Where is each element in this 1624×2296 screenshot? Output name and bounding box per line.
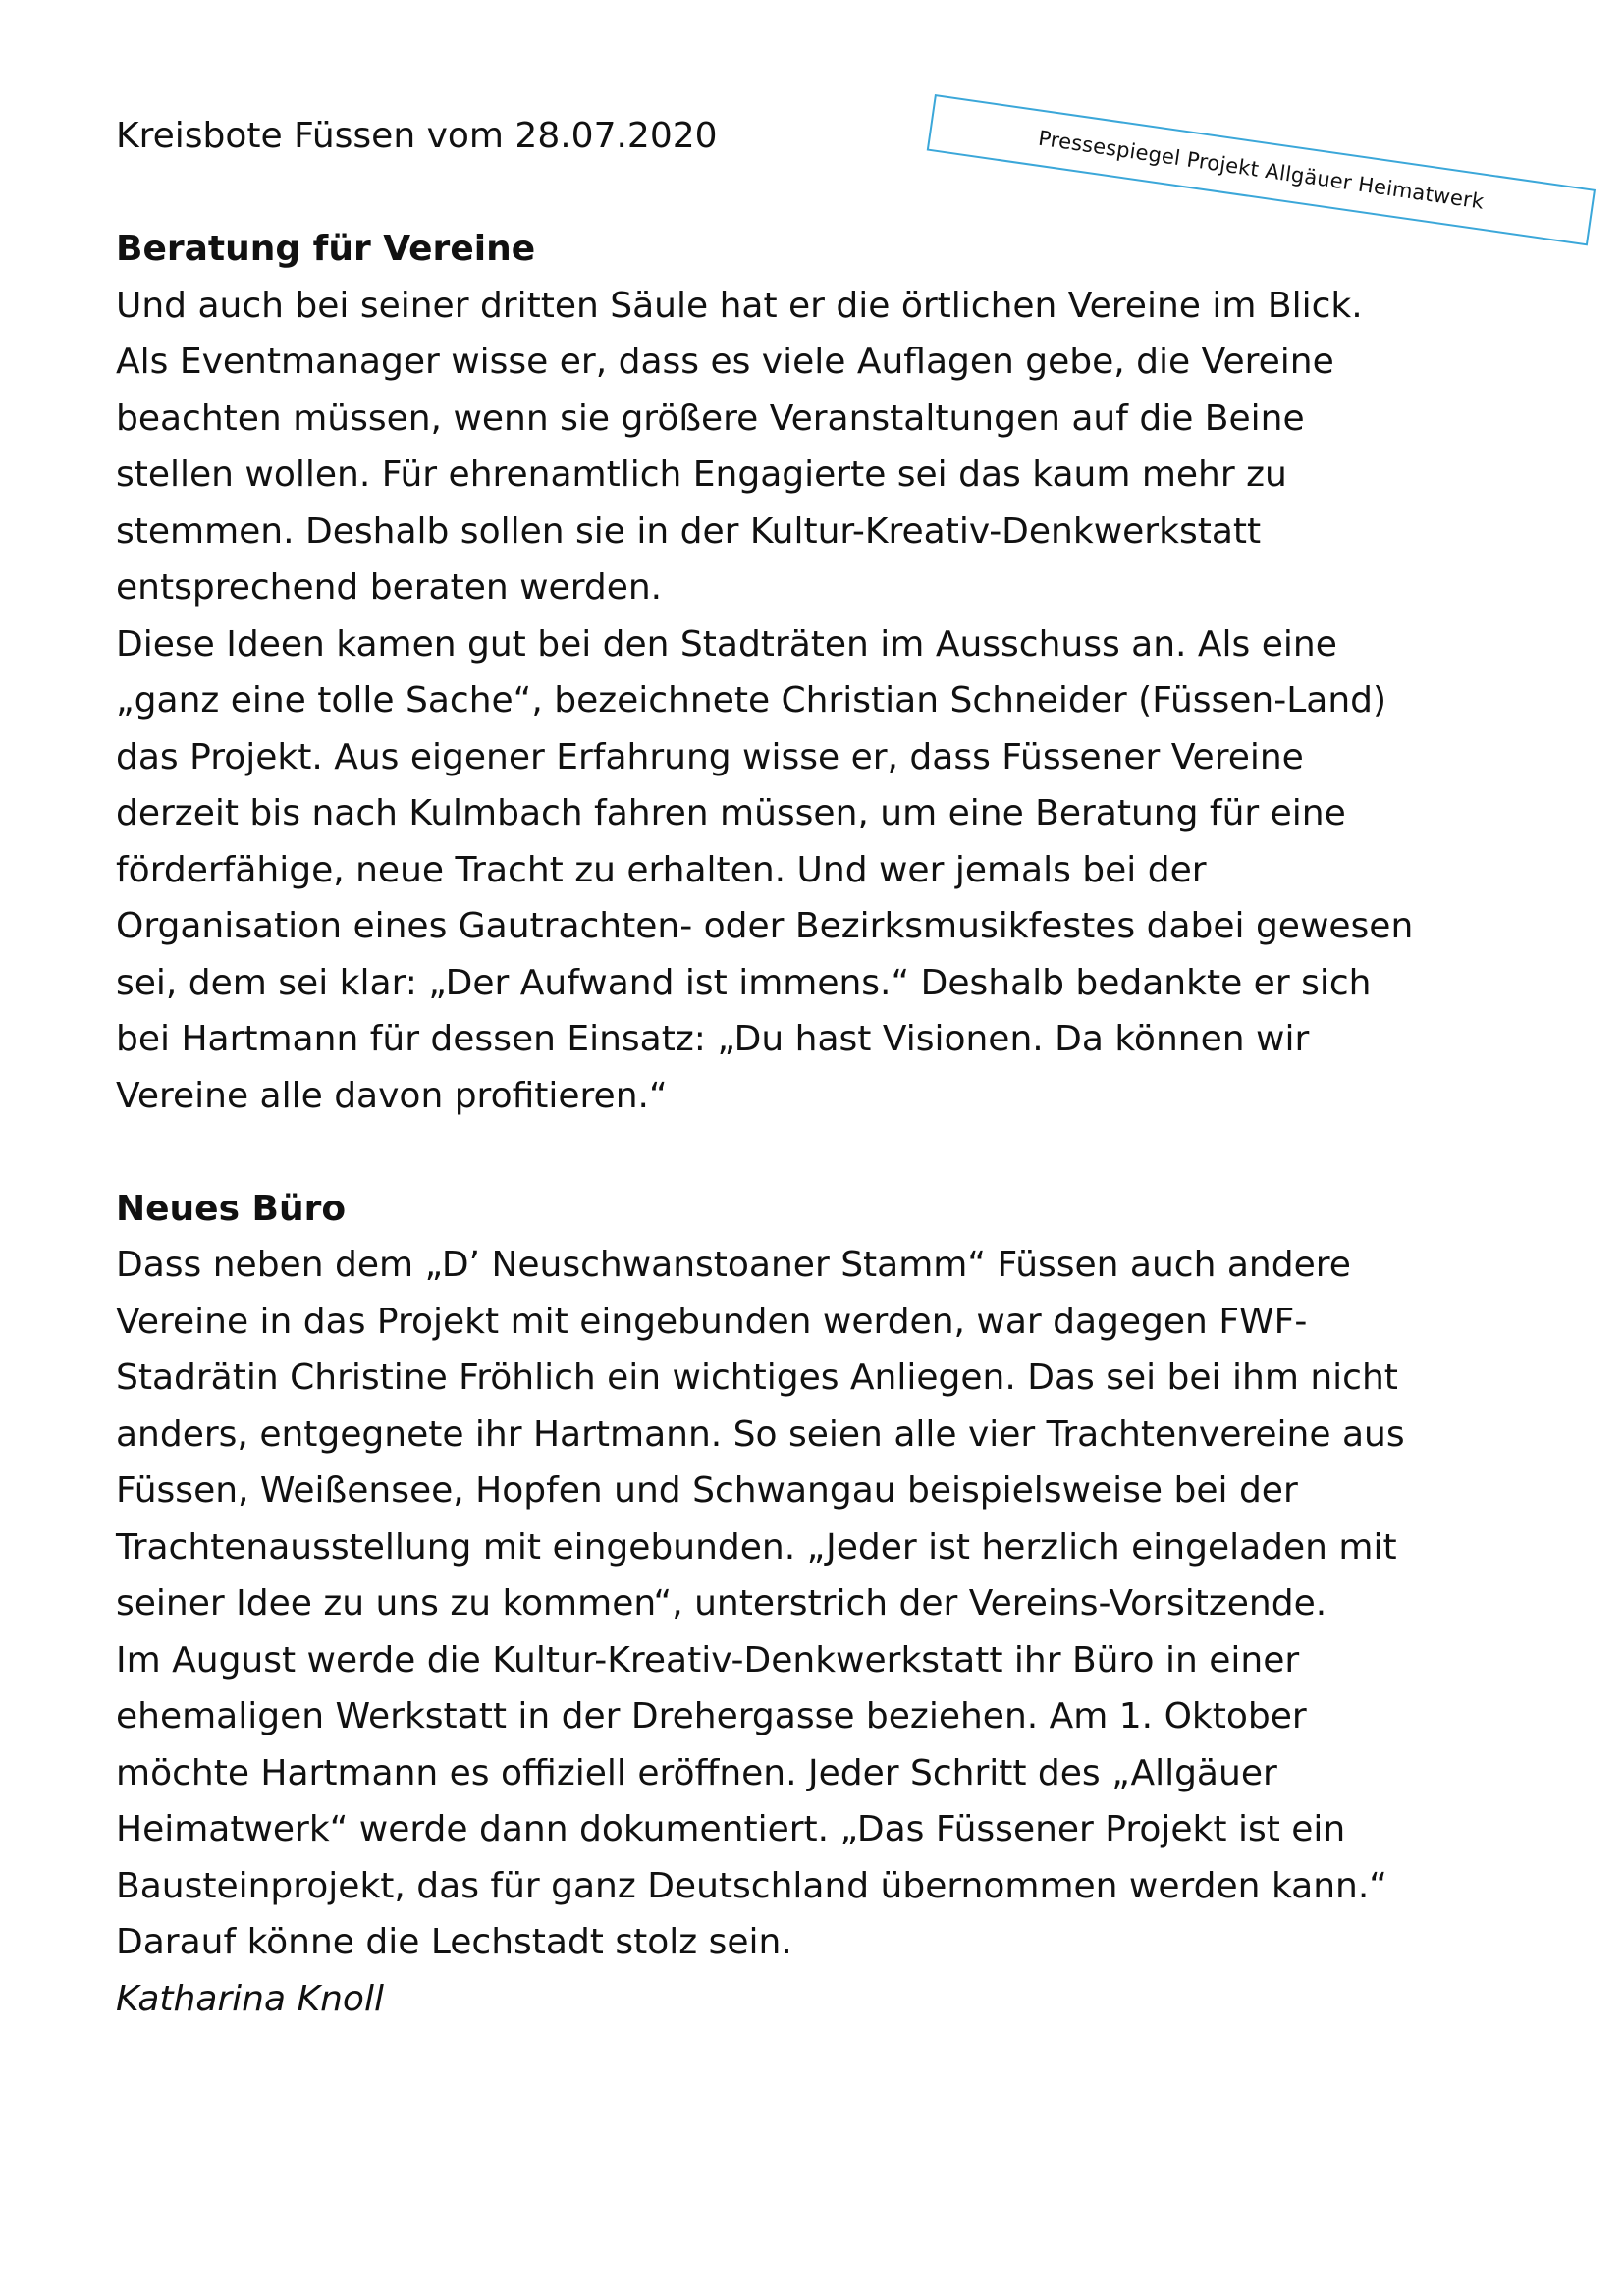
stamp-label: Pressespiegel Projekt Allgäuer Heimatwerk (1036, 126, 1486, 214)
paragraph-line: Diese Ideen kamen gut bei den Stadträten im Ausschuss an. Als eine (116, 623, 1337, 665)
paragraph-line: bei Hartmann für dessen Einsatz: „Du hast Visionen. Da können wir (116, 1019, 1310, 1059)
paragraph-line: sei, dem sei klar: „Der Aufwand ist immens.“ Deshalb bedankte er sich (116, 962, 1372, 1003)
paragraph-line: Trachtenausstellung mit eingebunden. „Jeder ist herzlich eingeladen mit (116, 1526, 1397, 1568)
paragraph-line: Und auch bei seiner dritten Säule hat er die örtlichen Vereine im Blick. (116, 285, 1363, 326)
paragraph-line: „ganz eine tolle Sache“, bezeichnete Christian Schneider (Füssen-Land) (116, 680, 1387, 721)
paragraph-line: Stadrätin Christine Fröhlich ein wichtiges Anliegen. Das sei bei ihm nicht (116, 1358, 1398, 1398)
spacer (116, 1124, 1530, 1181)
paragraph-line: möchte Hartmann es offiziell eröffnen. Jeder Schritt des „Allgäuer (116, 1752, 1277, 1793)
paragraph-line: Bausteinprojekt, das für ganz Deutschland übernommen werden kann.“ (116, 1865, 1387, 1906)
paragraph-line: entsprechend beraten werden. (116, 567, 663, 608)
source-line: Kreisbote Füssen vom 28.07.2020 (116, 116, 718, 156)
paragraph-line: das Projekt. Aus eigener Erfahrung wisse er, dass Füssener Vereine (116, 736, 1304, 777)
author-byline: Katharina Knoll (116, 1978, 384, 2019)
paragraph-line: Im August werde die Kultur-Kreativ-Denkwerkstatt ihr Büro in einer (116, 1639, 1300, 1681)
spacer (116, 165, 1530, 222)
paragraph-line: Als Eventmanager wisse er, dass es viele Auflagen gebe, die Vereine (116, 342, 1334, 382)
paragraph-line: Organisation eines Gautrachten- oder Bezirksmusikfestes dabei gewesen (116, 906, 1414, 946)
paragraph-line: Füssen, Weißensee, Hopfen und Schwangau beispielsweise bei der (116, 1470, 1298, 1511)
paragraph-line: derzeit bis nach Kulmbach fahren müssen, um eine Beratung für eine (116, 793, 1346, 833)
paragraph-line: seiner Idee zu uns zu kommen“, unterstrich der Vereins-Vorsitzende. (116, 1583, 1327, 1624)
paragraph-line: stellen wollen. Für ehrenamtlich Engagierte sei das kaum mehr zu (116, 454, 1287, 495)
paragraph-line: Dass neben dem „D’ Neuschwanstoaner Stamm“ Füssen auch andere (116, 1245, 1351, 1285)
paragraph-line: förderfähige, neue Tracht zu erhalten. Und wer jemals bei der (116, 849, 1207, 890)
paragraph-line: Darauf könne die Lechstadt stolz sein. (116, 1922, 792, 1962)
paragraph-line: stemmen. Deshalb sollen sie in der Kultur-Kreativ-Denkwerkstatt (116, 510, 1262, 552)
section-heading-neues-buero: Neues Büro (116, 1188, 347, 1229)
paragraph-line: anders, entgegnete ihr Hartmann. So seien alle vier Trachtenvereine aus (116, 1414, 1405, 1455)
paragraph-line: beachten müssen, wenn sie größere Veranstaltungen auf die Beine (116, 398, 1305, 439)
paragraph-line: Vereine in das Projekt mit eingebunden werden, war dagegen FWF- (116, 1301, 1308, 1342)
article-body (116, 108, 1530, 2027)
paragraph-line: ehemaligen Werkstatt in der Drehergasse beziehen. Am 1. Oktober (116, 1696, 1307, 1736)
paragraph-line: Heimatwerk“ werde dann dokumentiert. „Das Füssener Projekt ist ein (116, 1809, 1346, 1849)
section-heading-beratung: Beratung für Vereine (116, 229, 536, 269)
paragraph-line: Vereine alle davon profitieren.“ (116, 1075, 668, 1116)
